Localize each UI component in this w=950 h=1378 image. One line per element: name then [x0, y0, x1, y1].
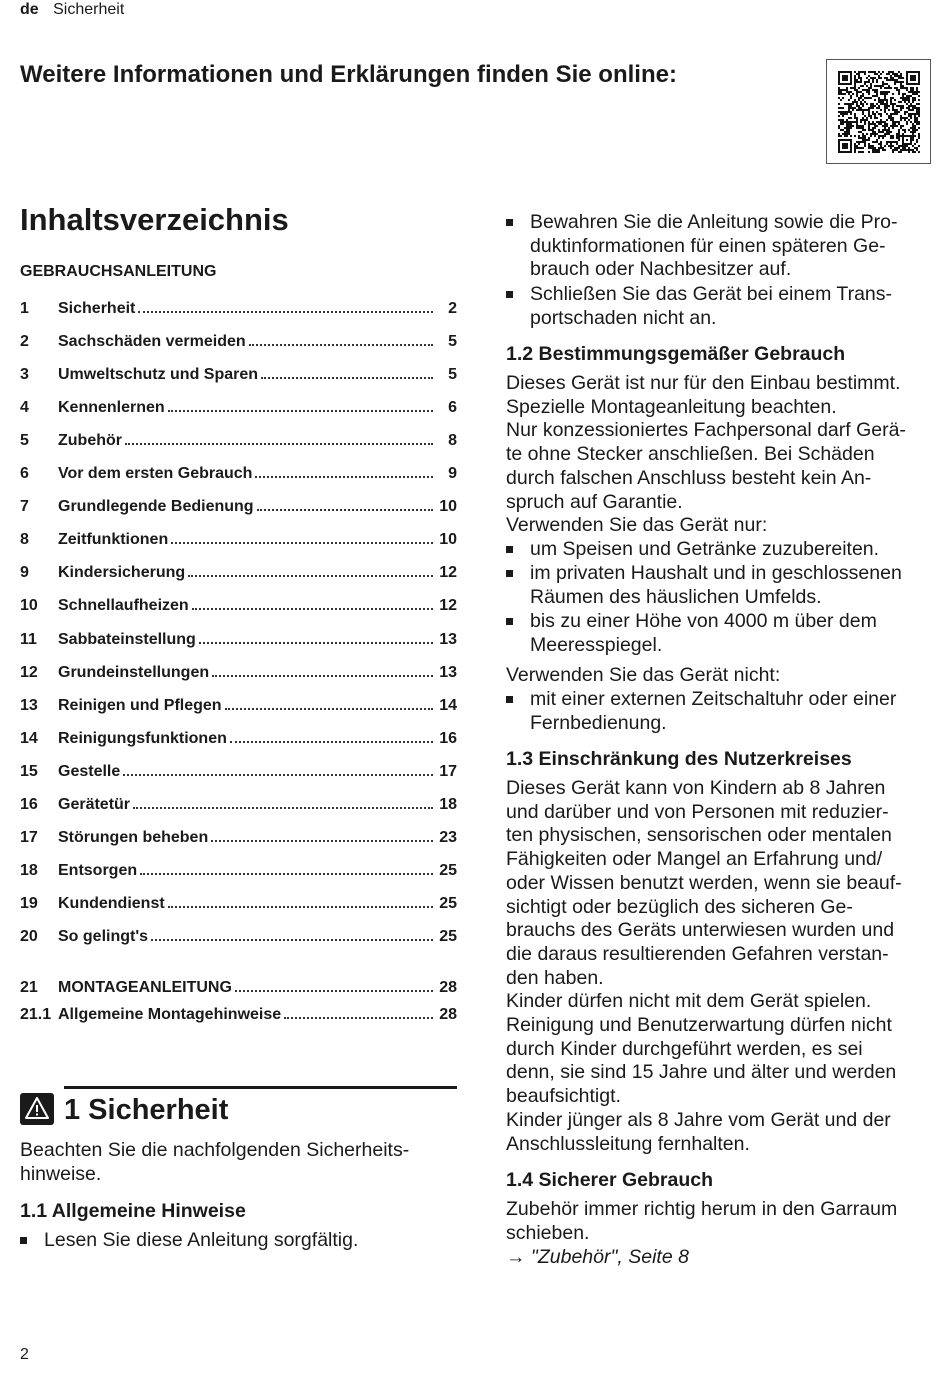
toc-entry[interactable]	[20, 827, 457, 849]
toc-entry-number: 18	[20, 861, 38, 879]
toc-entry-label: Reinigungsfunktionen	[58, 729, 227, 747]
toc-entry[interactable]	[20, 430, 457, 452]
toc-leader-dots	[188, 575, 433, 577]
toc-entry-label: Gerätetür	[58, 795, 131, 813]
heading-1-1: 1.1 Allgemeine Hinweise	[20, 1200, 246, 1222]
toc-entry[interactable]	[20, 463, 457, 485]
toc-leader-dots	[249, 344, 433, 346]
toc-entry-label: Störungen beheben	[58, 828, 209, 846]
running-header	[20, 0, 124, 20]
bullet-icon	[506, 219, 513, 226]
heading-1-2: 1.2 Bestimmungsgemäßer Gebrauch	[506, 343, 846, 365]
toc-entry[interactable]	[20, 595, 457, 617]
toc-entry[interactable]	[20, 926, 457, 948]
toc-entry-number: 16	[20, 795, 38, 813]
toc-entry-label: Zubehör	[58, 432, 122, 450]
toc-entry-page: 16	[439, 729, 457, 747]
toc-entry-label: Gestelle	[58, 762, 121, 780]
toc-entry-label: Kundendienst	[58, 894, 165, 912]
toc-entry-page: 8	[448, 432, 457, 450]
toc-leader-dots	[168, 410, 433, 412]
toc-entry[interactable]	[20, 977, 457, 999]
toc-entry-number: 11	[20, 630, 37, 648]
toc-entry[interactable]	[20, 629, 457, 651]
toc-entry-label: Schnellaufheizen	[58, 597, 189, 615]
toc-leader-dots	[138, 311, 433, 313]
heading-1-3: 1.3 Einschränkung des Nutzerkreises	[506, 748, 852, 770]
toc-leader-dots	[168, 906, 433, 908]
toc-entry-page: 6	[448, 399, 457, 417]
toc-entry-label: Grundeinstellungen	[58, 663, 210, 681]
toc-entry[interactable]	[20, 364, 457, 386]
toc-entry-number: 6	[20, 465, 29, 483]
toc-entry-label: Kindersicherung	[58, 564, 186, 582]
toc-entry-label: Kennenlernen	[58, 399, 165, 417]
section-title: 1 Sicherheit	[64, 1094, 229, 1126]
toc-leader-dots	[235, 990, 433, 992]
toc-entry-number: 2	[20, 333, 29, 351]
toc-entry-number: 21	[20, 979, 38, 996]
toc-entry-label: Entsorgen	[58, 861, 138, 879]
toc-leader-dots	[257, 509, 433, 511]
toc-entry-page: 18	[439, 795, 457, 813]
toc-entry-page: 13	[439, 663, 457, 681]
toc-entry-label: Reinigen und Pflegen	[58, 696, 222, 714]
toc-entry-number: 4	[20, 399, 29, 417]
toc-entry[interactable]	[20, 1004, 457, 1026]
toc-entry-page: 28	[439, 979, 457, 996]
page-number: 2	[20, 1346, 29, 1363]
toc-entry-page: 2	[448, 300, 457, 317]
toc-entry-label: Grundlegende Bedienung	[58, 498, 254, 516]
toc-entry-number: 13	[20, 696, 38, 714]
toc-entry-page: 10	[439, 498, 457, 516]
toc-entry-number: 3	[20, 366, 29, 384]
bullet-icon	[506, 618, 513, 625]
toc-entry[interactable]	[20, 893, 457, 915]
toc-entry-page: 17	[439, 762, 457, 780]
toc-leader-dots	[212, 675, 433, 677]
toc-entry[interactable]	[20, 662, 457, 684]
bullet-icon	[20, 1237, 27, 1244]
toc-entry-page: 5	[448, 366, 457, 384]
online-heading: Weitere Informationen und Erklärungen finden Sie online:	[20, 61, 677, 88]
toc-entry-page: 12	[439, 597, 457, 615]
cross-reference-link[interactable]: → "Zubehör", Seite 8	[506, 1246, 689, 1268]
toc-entry-page: 28	[439, 1006, 457, 1023]
toc-leader-dots	[171, 542, 433, 544]
toc-leader-dots	[133, 807, 433, 809]
toc-entry[interactable]	[20, 397, 457, 419]
toc-leader-dots	[211, 840, 433, 842]
toc-entry[interactable]	[20, 695, 457, 717]
toc-entry-page: 14	[439, 696, 457, 714]
bullet-icon	[506, 570, 513, 577]
toc-leader-dots	[225, 708, 433, 710]
toc-entry-label: So gelingt's	[58, 927, 149, 945]
toc-leader-dots	[140, 873, 433, 875]
toc-entry-label: MONTAGEANLEITUNG	[58, 979, 232, 996]
paragraph-1-4: Zubehör immer richtig herum in den Garraum schieben.	[506, 1198, 898, 1244]
toc-entry[interactable]	[20, 761, 457, 783]
toc-entry-label: Umweltschutz und Sparen	[58, 366, 259, 384]
toc-entry-page: 5	[448, 333, 457, 351]
toc-entry-label: Allgemeine Montagehinweise	[58, 1006, 282, 1023]
toc-entry[interactable]	[20, 529, 457, 551]
toc-section-label: GEBRAUCHSANLEITUNG	[20, 263, 217, 280]
paragraph-not: Verwenden Sie das Gerät nicht:	[506, 664, 781, 686]
toc-entry[interactable]	[20, 728, 457, 750]
toc-entry-number: 12	[20, 663, 38, 681]
bullet-icon	[506, 291, 513, 298]
toc-leader-dots	[125, 443, 433, 445]
toc-entry-page: 12	[439, 564, 457, 582]
toc-entry-page: 13	[439, 630, 457, 648]
paragraph-1-3: Dieses Gerät kann von Kindern ab 8 Jahren und darüber und von Personen mit reduzier- ten physischen, sensorischen oder mentalen Fähigkeiten oder Mangel an Erfahrung und/ oder Wissen benutzt werden, wenn sie beauf- sichtigt oder bezüglich des sicheren Ge- brauchs des Geräts unterwiesen wurden und die daraus resultierenden Gefahren verstan- den haben. Kinder dürfen nicht mit dem Gerät spielen. Reinigung und Benutzerwartung dürfen nicht durch Kinder durchgeführt werden, es sei denn, sie sind 15 Jahre und älter und werden beaufsichtigt. Kinder jünger als 8 Jahre vom Gerät und der Anschlussleitung fernhalten.	[506, 777, 902, 1155]
bullet-icon	[506, 696, 513, 703]
toc-title: Inhaltsverzeichnis	[20, 202, 289, 237]
toc-entry-page: 25	[439, 894, 457, 912]
toc-entry-page: 10	[439, 531, 457, 549]
toc-entry[interactable]	[20, 860, 457, 882]
toc-leader-dots	[199, 642, 433, 644]
toc-entry[interactable]	[20, 562, 457, 584]
toc-leader-dots	[151, 939, 433, 941]
paragraph-1-2: Dieses Gerät ist nur für den Einbau bestimmt. Spezielle Montageanleitung beachten. Nur konzessioniertes Fachpersonal darf Gerä- te ohne Stecker anschließen. Bei Schäden durch falschen Anschluss besteht kein An- spruch auf Garantie. Verwenden Sie das Gerät nur:	[506, 372, 906, 537]
header-section: Sicherheit	[53, 1, 125, 18]
toc-entry-number: 17	[20, 828, 38, 846]
toc-entry-number: 7	[20, 498, 29, 516]
toc-leader-dots	[123, 774, 433, 776]
toc-entry-number: 19	[20, 894, 38, 912]
toc-leader-dots	[284, 1017, 433, 1019]
toc-entry-number: 9	[20, 564, 29, 582]
toc-entry[interactable]	[20, 496, 457, 518]
toc-entry-label: Sachschäden vermeiden	[58, 333, 246, 351]
heading-1-4: 1.4 Sicherer Gebrauch	[506, 1169, 714, 1191]
toc-entry-page: 25	[439, 861, 457, 879]
toc-entry-page: 23	[439, 828, 457, 846]
toc-entry-number: 8	[20, 531, 29, 549]
toc-entry-label: Sabbateinstellung	[58, 630, 196, 648]
toc-leader-dots	[192, 608, 433, 610]
toc-leader-dots	[261, 377, 433, 379]
toc-entry-number: 21.1	[20, 1006, 52, 1023]
toc-leader-dots	[255, 476, 433, 478]
toc-entry-number: 20	[20, 927, 38, 945]
toc-entry-number: 1	[20, 300, 29, 317]
section-intro: Beachten Sie die nachfolgenden Sicherheits- hinweise.	[20, 1139, 410, 1185]
toc-entry-page: 9	[448, 465, 457, 483]
toc-entry-number: 14	[20, 729, 38, 747]
toc-entry-label: Vor dem ersten Gebrauch	[58, 465, 253, 483]
warning-icon	[20, 1093, 54, 1125]
toc-entry[interactable]	[20, 794, 457, 816]
toc-entry-number: 10	[20, 597, 38, 615]
toc-entry-number: 5	[20, 432, 29, 450]
toc-entry-number: 15	[20, 762, 38, 780]
toc-entry[interactable]	[20, 331, 457, 353]
toc-entry-label: Zeitfunktionen	[58, 531, 169, 549]
bullet-icon	[506, 546, 513, 553]
toc-entry[interactable]	[20, 298, 457, 320]
toc-entry-label: Sicherheit	[58, 300, 136, 317]
toc-entry-page: 25	[439, 927, 457, 945]
section-rule	[64, 1086, 457, 1089]
toc-leader-dots	[230, 741, 433, 743]
qr-code-icon[interactable]	[826, 59, 931, 164]
language-code: de	[20, 1, 39, 18]
